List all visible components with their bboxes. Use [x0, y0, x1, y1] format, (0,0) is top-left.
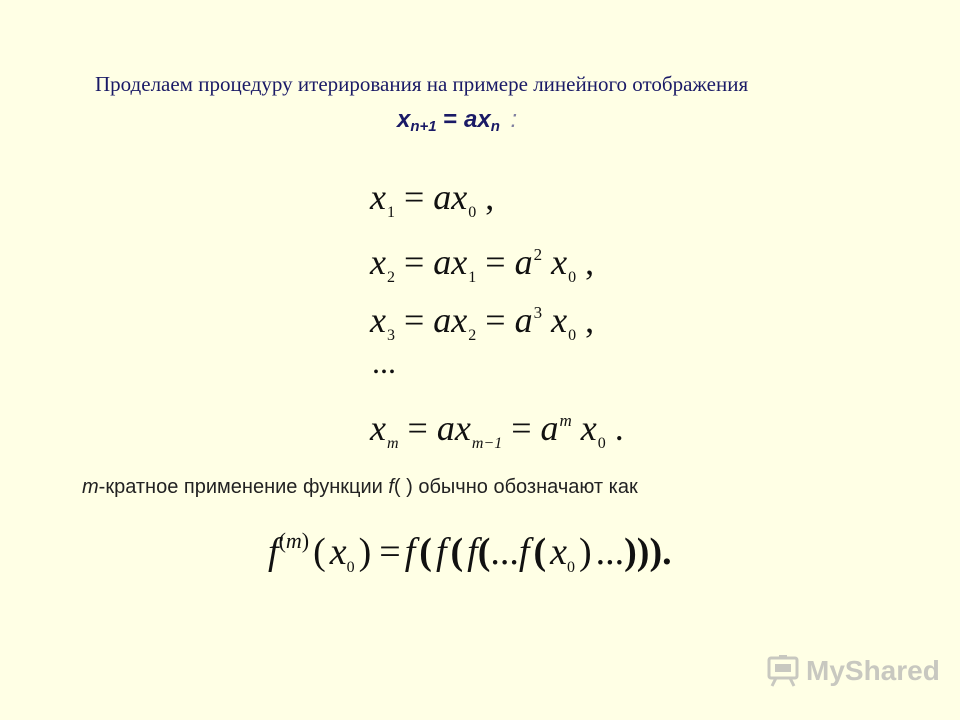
equation-ellipsis: ... [372, 344, 396, 380]
linear-mapping-formula [397, 106, 517, 135]
iteration-equations [370, 168, 624, 450]
iteration-note: m-кратное применение функции f( ) обычно обозначают как [82, 476, 638, 498]
equation-1: $x_1 = ax_0$ , [370, 177, 495, 221]
function-iteration-formula: $f^{(m)}$ ( $x_0$ ) = f ( f ( f(...f ( $x_0$ ) ...))). [268, 528, 672, 576]
mapping-equals: = [443, 106, 458, 133]
mapping-colon: : [510, 106, 518, 133]
mapping-lhs: $x_{n+1}$ [397, 106, 437, 135]
intro-text: Проделаем процедуру итерирования на примере линейного отображения [95, 72, 749, 96]
logo-text: MyShared [806, 655, 940, 686]
equation-2: $x_2 = ax_1 = a^2$ $x_0$ , [370, 242, 595, 286]
equation-m: $x_m = ax_{m-1} = a^m$ $x_0$ . [370, 408, 624, 452]
mapping-rhs: $ax_n$ [463, 106, 500, 135]
myshared-logo [766, 655, 940, 687]
presentation-board-icon [766, 655, 800, 687]
equation-3: $x_3 = ax_2 = a^3$ $x_0$ , [370, 300, 595, 344]
